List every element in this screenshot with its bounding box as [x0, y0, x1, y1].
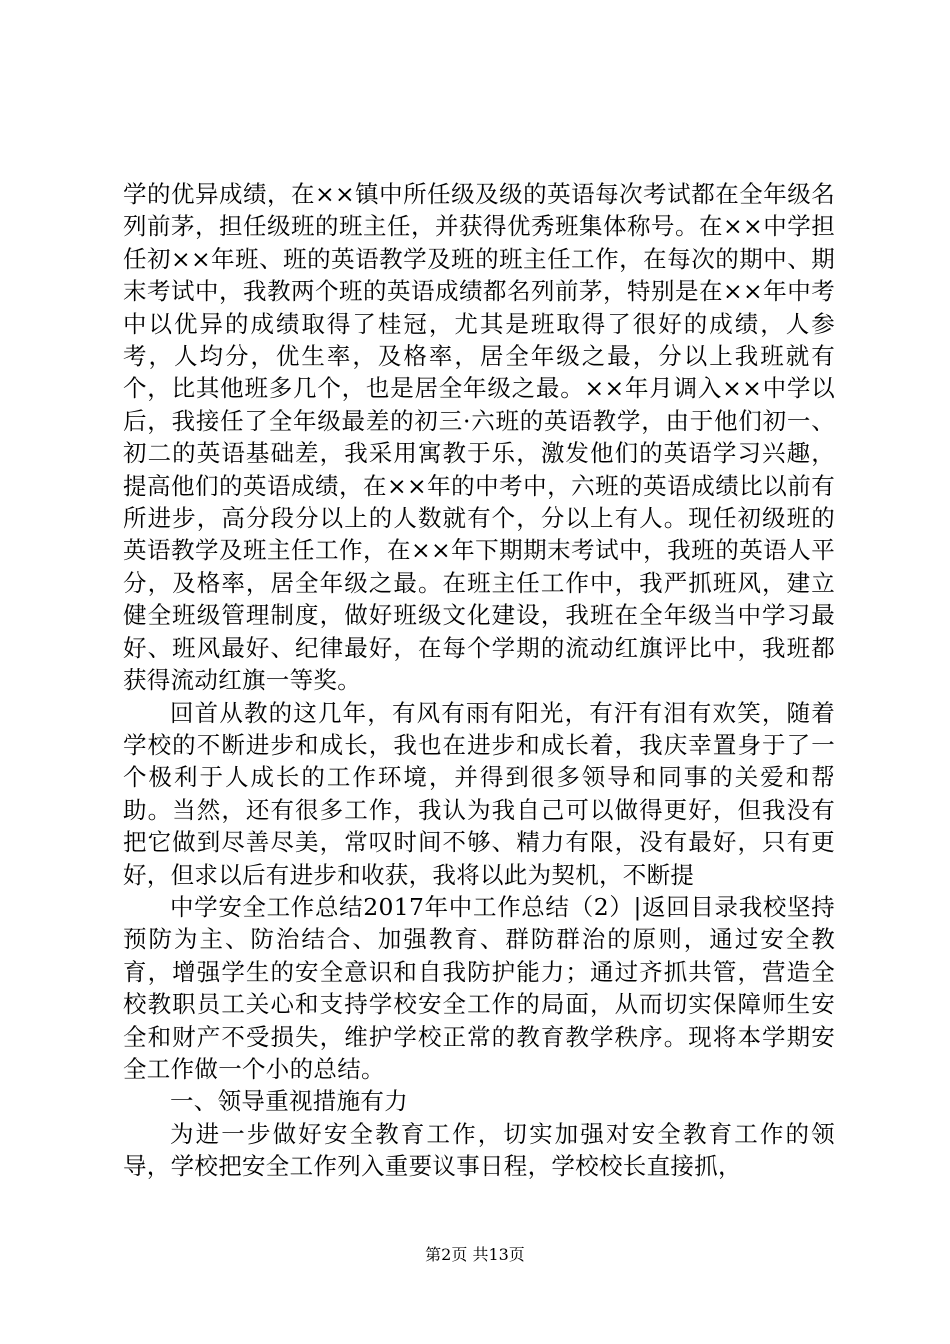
page-number-footer: 第2页 共13页: [425, 1245, 525, 1264]
document-body: [123, 178, 835, 1183]
section-heading: 一、领导重视措施有力: [170, 1087, 408, 1116]
paragraph-2: 回首从教的这几年，有风有雨有阳光，有汗有泪有欢笑，随着学校的不断进步和成长，我也在进步和成长着，我庆幸置身于了一个极利于人成长的工作环境，并得到很多领导和同事的关爱和帮助。当然，还有很多工作，我认为我自己可以做得更好，但我没有把它做到尽善尽美，常叹时间不够、精力有限，没有最好，只有更好，但求以后有进步和收获，我将以此为契机，不断提: [123, 698, 835, 889]
paragraph-3: 中学安全工作总结2017年中工作总结（2）|返回目录我校坚持预防为主、防治结合、加强教育、群防群治的原则，通过安全教育，增强学生的安全意识和自我防护能力；通过齐抓共管，营造全校教职员工关心和支持学校安全工作的局面，从而切实保障师生安全和财产不受损失，维护学校正常的教育教学秩序。现将本学期安全工作做一个小的总结。: [123, 892, 835, 1083]
paragraph-1: 学的优异成绩，在××镇中所任级及级的英语每次考试都在全年级名列前茅，担任级班的班主任，并获得优秀班集体称号。在××中学担任初××年班、班的英语教学及班的班主任工作，在每次的期中、期末考试中，我教两个班的英语成绩都名列前茅，特别是在××年中考中以优异的成绩取得了桂冠，尤其是班取得了很好的成绩，人参考，人均分，优生率，及格率，居全年级之最，分以上我班就有个，比其他班多几个，也是居全年级之最。××年月调入××中学以后，我接任了全年级最差的初三·六班的英语教学，由于他们初一、初二的英语基础差，我采用寓教于乐，激发他们的英语学习兴趣，提高他们的英语成绩，在××年的中考中，六班的英语成绩比以前有所进步，高分段分以上的人数就有个，分以上有人。现任初级班的英语教学及班主任工作，在××年下期期末考试中，我班的英语人平分，及格率，居全年级之最。在班主任工作中，我严抓班风，建立健全班级管理制度，做好班级文化建设，我班在全年级当中学习最好、班风最好、纪律最好，在每个学期的流动红旗评比中，我班都获得流动红旗一等奖。: [123, 180, 835, 695]
paragraph-4: 为进一步做好安全教育工作，切实加强对安全教育工作的领导，学校把安全工作列入重要议事日程，学校校长直接抓，: [123, 1119, 835, 1181]
